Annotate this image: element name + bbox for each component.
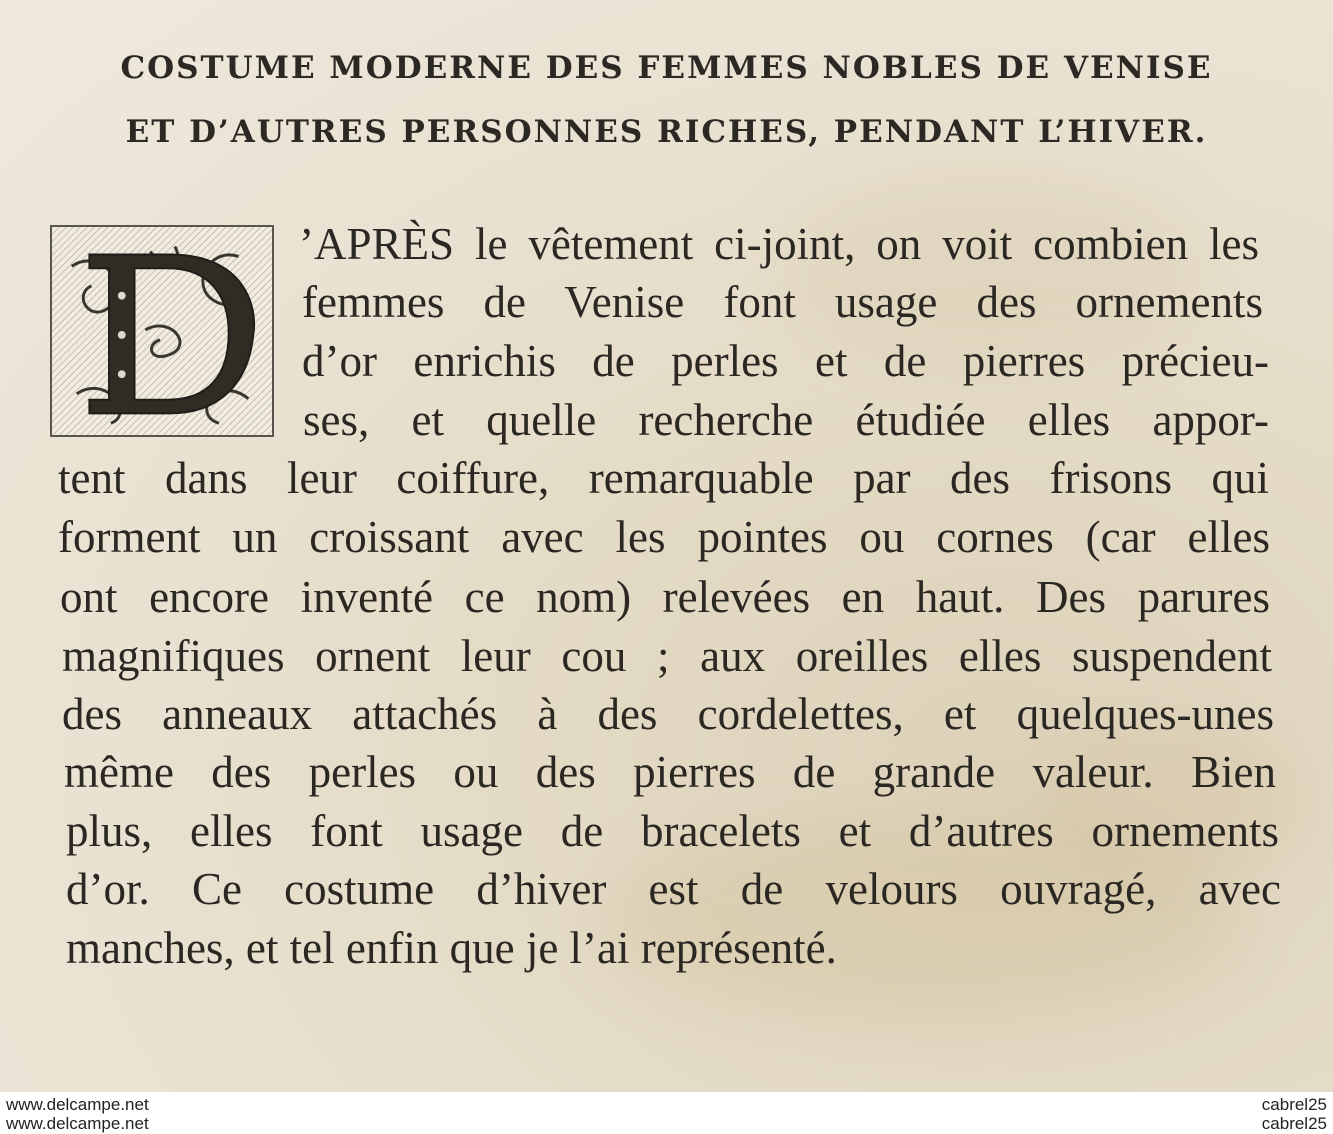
seller-name: cabrel25 [1261, 1114, 1327, 1133]
body-line-6: forment un croissant avec les pointes ou cornes (car elles [58, 512, 1270, 562]
body-line-12: d’or. Ce costume d’hiver est de velours ouvragé, avec [66, 864, 1281, 914]
body-line-7: ont encore inventé ce nom) relevées en haut. Des parures [60, 572, 1270, 622]
body-line-5: tent dans leur coiffure, remarquable par des frisons qui [58, 453, 1269, 503]
drop-cap-illustration [52, 227, 272, 435]
title-line-2: ET D’AUTRES PERSONNES RICHES, PENDANT L’HIVER. [125, 114, 1208, 150]
body-line-8: magnifiques ornent leur cou ; aux oreilles elles suspendent [62, 631, 1272, 681]
watermark-url: www.delcampe.net [6, 1114, 149, 1133]
body-line-13: manches, et tel enfin que je l’ai représenté. [66, 923, 837, 973]
body-line-10: même des perles ou des pierres de grande valeur. Bien [64, 747, 1276, 797]
body-line-3: d’or enrichis de perles et de pierres précieu- [302, 336, 1269, 386]
body-line-4: ses, et quelle recherche étudiée elles appor- [303, 395, 1269, 445]
title-line-1: COSTUME MODERNE DES FEMMES NOBLES DE VENISE [120, 50, 1213, 86]
watermark-url: www.delcampe.net [6, 1095, 149, 1114]
body-line-2: femmes de Venise font usage des ornements [302, 277, 1263, 327]
body-line-11: plus, elles font usage de bracelets et d’autres ornements [66, 806, 1279, 856]
body-line-9: des anneaux attachés à des cordelettes, et quelques-unes [62, 689, 1274, 739]
body-line-1: ’APRÈS le vêtement ci-joint, on voit combien les [299, 219, 1259, 269]
ornamental-drop-cap-d [50, 225, 274, 437]
seller-name: cabrel25 [1261, 1095, 1327, 1114]
